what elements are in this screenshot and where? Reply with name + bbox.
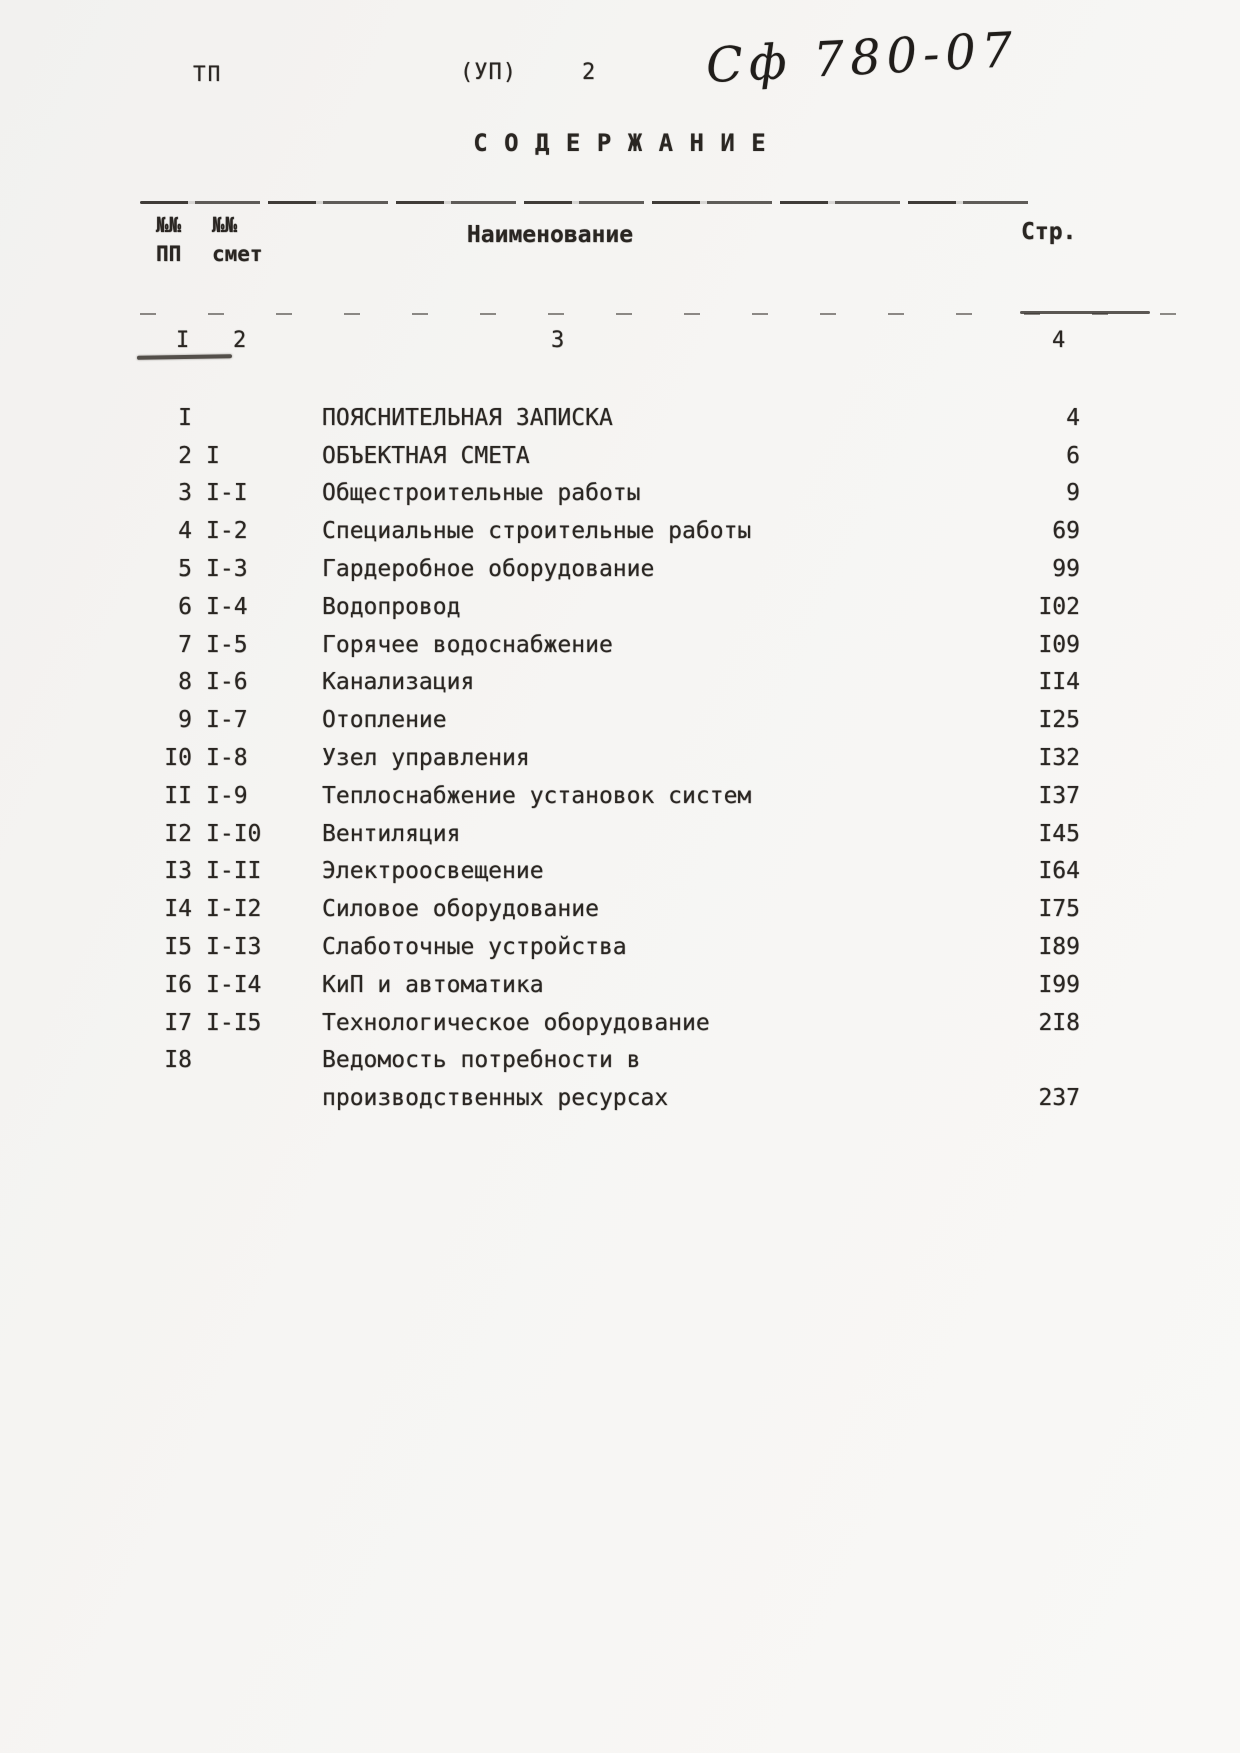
toc-cell-name: Общестроительные работы [322, 480, 641, 507]
column-index-2: 2 [233, 328, 247, 353]
toc-cell-smeta: I-8 [206, 745, 248, 772]
toc-row [140, 928, 1080, 966]
toc-cell-smeta: I-5 [206, 631, 248, 658]
toc-row [140, 626, 1080, 664]
toc-cell-smeta: I-7 [206, 707, 248, 734]
toc-cell-name: Канализация [322, 669, 475, 696]
toc-cell-page: I89 [1038, 934, 1080, 961]
toc-cell-smeta: I-I0 [206, 820, 262, 847]
toc-cell-name: производственных ресурсах [322, 1085, 669, 1112]
toc-cell-page: 237 [1038, 1085, 1080, 1112]
toc-cell-name: Силовое оборудование [322, 896, 599, 923]
toc-cell-pp: II [164, 782, 192, 809]
toc-cell-name: Вентиляция [322, 820, 461, 847]
toc-cell-page: I09 [1038, 631, 1080, 658]
toc-row [140, 664, 1080, 702]
toc-cell-name: Специальные строительные работы [322, 518, 752, 545]
toc-cell-name: Теплоснабжение установок систем [322, 782, 752, 809]
toc-cell-page: 99 [1052, 556, 1080, 583]
toc-cell-smeta: I-9 [206, 782, 248, 809]
toc-row [140, 890, 1080, 928]
toc-cell-page: 4 [1066, 404, 1080, 431]
toc-row [140, 550, 1080, 588]
toc-cell-smeta: I-I4 [206, 971, 262, 998]
column-index-1: I [176, 328, 190, 353]
toc-cell-page: I64 [1038, 858, 1080, 885]
toc-cell-page: I75 [1038, 896, 1080, 923]
toc-row [140, 966, 1080, 1004]
toc-cell-page: I99 [1038, 971, 1080, 998]
column-header-smeta [212, 211, 263, 269]
table-top-rule [140, 201, 1033, 204]
toc-cell-name: Отопление [322, 707, 447, 734]
toc-cell-page: 6 [1066, 442, 1080, 469]
toc-cell-page: II4 [1038, 669, 1080, 696]
toc-cell-pp: 5 [178, 556, 192, 583]
toc-cell-pp: I8 [164, 1047, 192, 1074]
doc-type-code: ТП [193, 62, 223, 86]
toc-row [140, 1042, 1080, 1080]
column-index-4: 4 [1052, 328, 1066, 353]
table-header-rule-segment [1020, 311, 1150, 314]
toc-cell-pp: I5 [164, 934, 192, 961]
toc-cell-pp: 9 [178, 707, 192, 734]
toc-cell-pp: I0 [164, 745, 192, 772]
toc-cell-smeta: I-II [206, 858, 262, 885]
toc-row [140, 1004, 1080, 1042]
toc-cell-pp: 4 [178, 518, 192, 545]
toc-row [140, 475, 1080, 513]
toc-cell-pp: I6 [164, 971, 192, 998]
toc-row [140, 588, 1080, 626]
column-header-page: Стр. [1021, 219, 1077, 245]
toc-cell-pp: I [178, 404, 192, 431]
toc-cell-smeta: I [206, 442, 220, 469]
toc-cell-pp: I2 [164, 820, 192, 847]
column-index-3: 3 [551, 328, 565, 353]
column-header-pp-line2: ПП [156, 242, 182, 266]
toc-cell-page: I25 [1038, 707, 1080, 734]
handwritten-project-code: Сф 780-07 [704, 21, 1020, 95]
column-header-smeta-line2: смет [212, 242, 263, 266]
toc-cell-name: ОБЪЕКТНАЯ СМЕТА [322, 442, 530, 469]
toc-cell-name: Электроосвещение [322, 858, 544, 885]
toc-cell-page: I37 [1038, 782, 1080, 809]
toc-cell-pp: 6 [178, 593, 192, 620]
toc-rows [140, 399, 1080, 1117]
toc-cell-smeta: I-I2 [206, 896, 262, 923]
toc-row [140, 437, 1080, 475]
toc-cell-page: I45 [1038, 820, 1080, 847]
toc-cell-smeta: I-I [206, 480, 248, 507]
toc-cell-name: Горячее водоснабжение [322, 631, 613, 658]
toc-cell-smeta: I-6 [206, 669, 248, 696]
toc-row [140, 853, 1080, 891]
toc-cell-name: ПОЯСНИТЕЛЬНАЯ ЗАПИСКА [322, 404, 613, 431]
toc-cell-page: I32 [1038, 745, 1080, 772]
toc-row [140, 815, 1080, 853]
toc-row [140, 512, 1080, 550]
toc-cell-name: Ведомость потребности в [322, 1047, 641, 1074]
column-header-pp-line1: №№ [156, 213, 182, 237]
toc-cell-page: 9 [1066, 480, 1080, 507]
toc-cell-page: 69 [1052, 518, 1080, 545]
toc-cell-smeta: I-I3 [206, 934, 262, 961]
toc-cell-page: I02 [1038, 593, 1080, 620]
toc-cell-name: Технологическое оборудование [322, 1009, 710, 1036]
toc-row [140, 701, 1080, 739]
toc-cell-name: Водопровод [322, 593, 461, 620]
toc-cell-smeta: I-3 [206, 556, 248, 583]
toc-cell-smeta: I-4 [206, 593, 248, 620]
toc-cell-pp: 3 [178, 480, 192, 507]
toc-cell-name: Гардеробное оборудование [322, 556, 655, 583]
toc-cell-smeta: I-2 [206, 518, 248, 545]
toc-cell-pp: I4 [164, 896, 192, 923]
toc-cell-pp: I7 [164, 1009, 192, 1036]
toc-cell-pp: 7 [178, 631, 192, 658]
toc-cell-page: 2I8 [1038, 1009, 1080, 1036]
toc-row [140, 739, 1080, 777]
toc-cell-name: Слаботочные устройства [322, 934, 627, 961]
column-header-pp [156, 211, 181, 269]
page-title: С О Д Е Р Ж А Н И Е [473, 129, 767, 157]
toc-cell-name: КиП и автоматика [322, 971, 544, 998]
section-code: (УП) [460, 60, 517, 85]
toc-cell-pp: 8 [178, 669, 192, 696]
toc-cell-pp: 2 [178, 442, 192, 469]
toc-row [140, 399, 1080, 437]
toc-row [140, 777, 1080, 815]
toc-cell-pp: I3 [164, 858, 192, 885]
sheet-number: 2 [582, 60, 596, 85]
toc-cell-name: Узел управления [322, 745, 530, 772]
toc-row [140, 1079, 1080, 1117]
ink-smudge [137, 354, 232, 360]
column-header-name: Наименование [466, 222, 634, 248]
column-header-smeta-line1: №№ [212, 213, 238, 237]
toc-cell-smeta: I-I5 [206, 1009, 262, 1036]
